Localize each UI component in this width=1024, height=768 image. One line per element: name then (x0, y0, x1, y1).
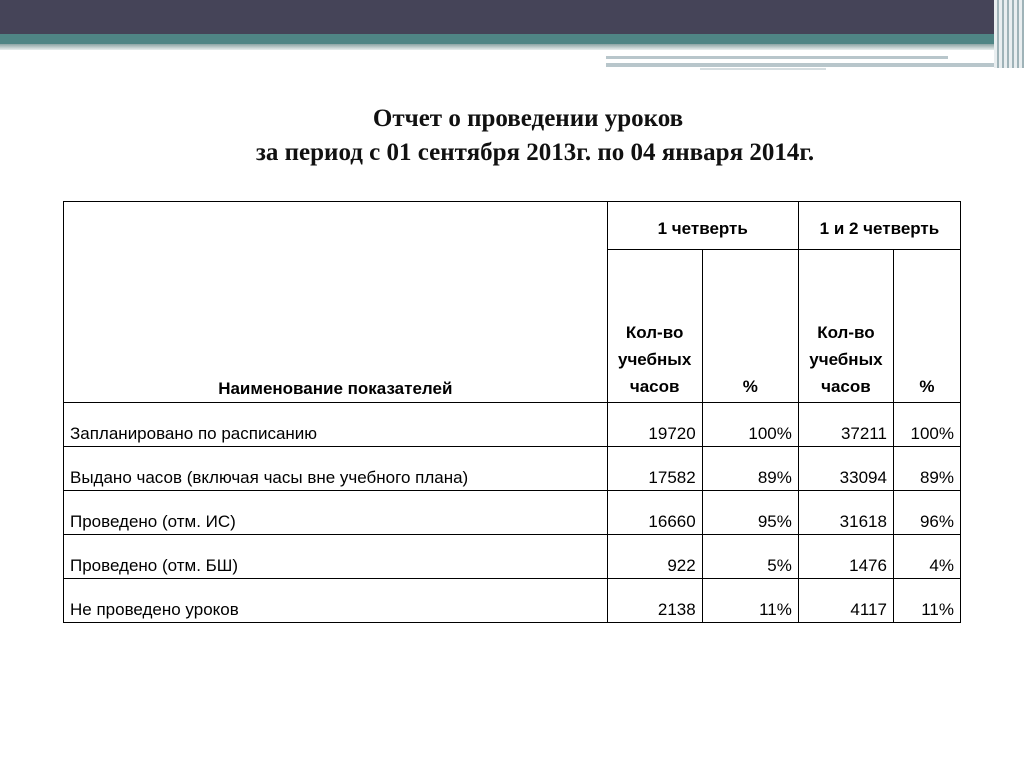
cell-q2-percent: 11% (893, 579, 960, 623)
cell-q2-percent: 89% (893, 447, 960, 491)
corner-decoration (994, 0, 1024, 68)
header-band-shadow (0, 44, 1000, 50)
row-name: Выдано часов (включая часы вне учебного плана) (64, 447, 608, 491)
header-q2-percent: % (893, 250, 960, 403)
header-quarter-1: 1 четверть (607, 202, 798, 250)
table-row (64, 403, 961, 447)
cell-q2-percent: 100% (893, 403, 960, 447)
cell-q2-hours: 33094 (798, 447, 893, 491)
row-name: Проведено (отм. БШ) (64, 535, 608, 579)
cell-q2-hours: 37211 (798, 403, 893, 447)
header-accent-line (606, 63, 1001, 67)
cell-q2-hours: 31618 (798, 491, 893, 535)
cell-q2-percent: 4% (893, 535, 960, 579)
cell-q1-percent: 11% (702, 579, 798, 623)
hours-label-line2: учебных (809, 350, 883, 369)
header-accent-line (700, 68, 826, 70)
header-indicator-name: Наименование показателей (64, 202, 608, 403)
cell-q1-hours: 17582 (607, 447, 702, 491)
header-q1-hours (607, 250, 702, 403)
cell-q2-hours: 4117 (798, 579, 893, 623)
header-accent-line (606, 56, 948, 59)
report-table (63, 201, 961, 623)
hours-label-line1: Кол-во (625, 323, 684, 342)
cell-q2-hours: 1476 (798, 535, 893, 579)
table-row (64, 579, 961, 623)
header-band-dark (0, 0, 1024, 34)
header-q1-percent: % (702, 250, 798, 403)
table-row (64, 447, 961, 491)
table-row (64, 535, 961, 579)
cell-q1-percent: 100% (702, 403, 798, 447)
cell-q1-percent: 5% (702, 535, 798, 579)
cell-q2-percent: 96% (893, 491, 960, 535)
hours-label-line3: часов (629, 377, 680, 396)
row-name: Проведено (отм. ИС) (64, 491, 608, 535)
row-name: Не проведено уроков (64, 579, 608, 623)
cell-q1-percent: 95% (702, 491, 798, 535)
title-line-2: за период с 01 сентября 2013г. по 04 января 2014г. (255, 139, 815, 166)
cell-q1-percent: 89% (702, 447, 798, 491)
table-header-row (64, 202, 961, 250)
cell-q1-hours: 19720 (607, 403, 702, 447)
cell-q1-hours: 2138 (607, 579, 702, 623)
hours-label-line3: часов (821, 377, 871, 396)
header-band-teal (0, 34, 1024, 44)
cell-q1-hours: 922 (607, 535, 702, 579)
page-title (0, 102, 1024, 170)
row-name: Запланировано по расписанию (64, 403, 608, 447)
header-q2-hours (798, 250, 893, 403)
table-row (64, 491, 961, 535)
hours-label-line1: Кол-во (817, 323, 875, 342)
header-quarter-1-2: 1 и 2 четверть (798, 202, 960, 250)
title-line-1: Отчет о проведении уроков (372, 105, 684, 132)
cell-q1-hours: 16660 (607, 491, 702, 535)
hours-label-line2: учебных (617, 350, 692, 369)
